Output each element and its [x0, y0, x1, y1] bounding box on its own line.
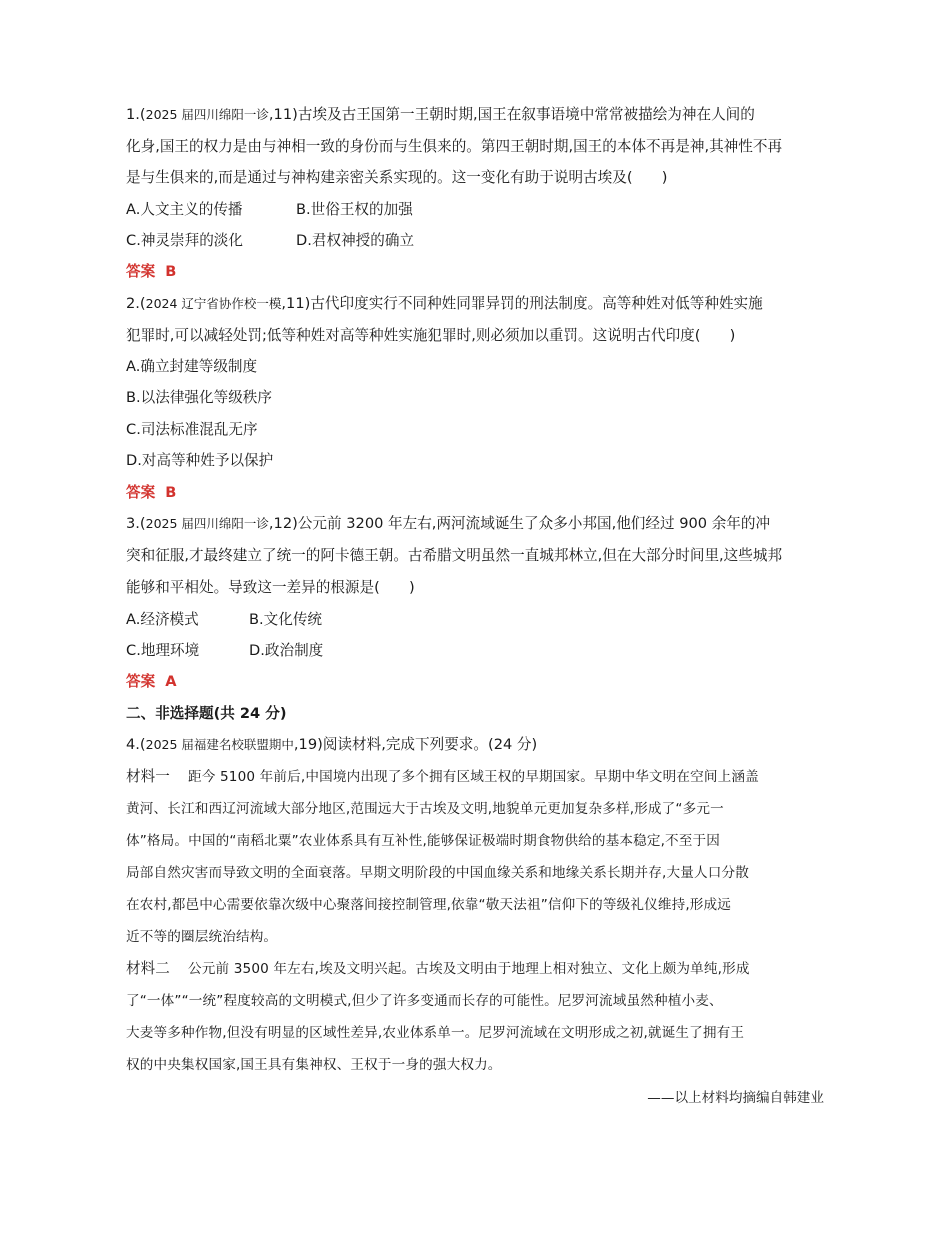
- q1-options-row-1: [126, 200, 413, 220]
- material-2-line-2: 了“一体”“一统”程度较高的文明模式,但少了许多变通而长存的可能性。尼罗河流域虽然种植小麦、: [126, 993, 723, 1009]
- q3-line-1: 3.(2025 届四川绵阳一诊,12)公元前 3200 年左右,两河流域诞生了众多小邦国,他们经过 900 余年的冲: [126, 515, 771, 532]
- q3-options-row-2: [126, 641, 324, 661]
- q4-source: 2025 届福建名校联盟期中: [145, 737, 294, 752]
- q4-line-1: 4.(2025 届福建名校联盟期中,19)阅读材料,完成下列要求。(24 分): [126, 736, 538, 753]
- q2-line-2: 犯罪时,可以减轻处罚;低等种姓对高等种姓实施犯罪时,则必须加以重罚。这说明古代印度( ): [126, 327, 736, 344]
- q1-option-d: D.君权神授的确立: [296, 232, 415, 249]
- q3-line-2: 突和征服,才最终建立了统一的阿卡德王朝。古希腊文明虽然一直城邦林立,但在大部分时间里,这些城邦: [126, 547, 783, 564]
- q1-option-c: C.神灵崇拜的淡化: [126, 232, 243, 249]
- q3-options-row-1: [126, 610, 323, 630]
- q1-option-b: B.世俗王权的加强: [296, 201, 413, 218]
- material-credit: ——以上材料均摘编自韩建业: [647, 1090, 824, 1106]
- q2-option-c: C.司法标准混乱无序: [126, 421, 258, 438]
- q3-line-3: 能够和平相处。导致这一差异的根源是( ): [126, 579, 415, 596]
- q3-option-d: D.政治制度: [249, 642, 324, 659]
- q2-answer: 答案 B: [126, 484, 177, 501]
- q2-option-a: A.确立封建等级制度: [126, 358, 258, 375]
- material-2-line-1: 材料二 公元前 3500 年左右,埃及文明兴起。古埃及文明由于地理上相对独立、文化上颇为单纯,形成: [126, 960, 750, 977]
- material-2-line-4: 权的中央集权国家,国王具有集神权、王权于一身的强大权力。: [126, 1057, 502, 1073]
- material-2-label: 材料二: [126, 960, 170, 977]
- q2-source: 2024 辽宁省协作校一模: [145, 296, 282, 311]
- material-1-line-2: 黄河、长江和西辽河流域大部分地区,范围远大于古埃及文明,地貌单元更加复杂多样,形成了“多元一: [126, 801, 724, 817]
- material-1-line-4: 局部自然灾害而导致文明的全面衰落。早期文明阶段的中国血缘关系和地缘关系长期并存,大量人口分散: [126, 865, 749, 881]
- material-2-line-3: 大麦等多种作物,但没有明显的区域性差异,农业体系单一。尼罗河流域在文明形成之初,就诞生了拥有王: [126, 1025, 745, 1041]
- section-heading: 二、非选择题(共 24 分): [126, 705, 287, 722]
- material-1-line-6: 近不等的圈层统治结构。: [126, 929, 278, 945]
- material-1-line-1: 材料一 距今 5100 年前后,中国境内出现了多个拥有区域王权的早期国家。早期中华文明在空间上涵盖: [126, 768, 759, 785]
- q1-option-a: A.人文主义的传播: [126, 201, 243, 218]
- q3-option-a: A.经济模式: [126, 611, 199, 628]
- material-1-line-3: 体”格局。中国的“南稻北粟”农业体系具有互补性,能够保证极端时期食物供给的基本稳定,不至于因: [126, 833, 721, 849]
- q1-options-row-2: [126, 231, 415, 251]
- q1-line-3: 是与生俱来的,而是通过与神构建亲密关系实现的。这一变化有助于说明古埃及( ): [126, 169, 668, 186]
- material-1-line-5: 在农村,都邑中心需要依靠次级中心聚落间接控制管理,依靠“敬天法祖”信仰下的等级礼仪维持,形成远: [126, 897, 732, 913]
- q1-line-2: 化身,国王的权力是由与神相一致的身份而与生俱来的。第四王朝时期,国王的本体不再是神,其神性不再: [126, 138, 783, 155]
- q2-option-d: D.对高等种姓予以保护: [126, 452, 274, 469]
- q3-option-b: B.文化传统: [249, 611, 323, 628]
- q2-option-b: B.以法律强化等级秩序: [126, 389, 272, 406]
- q3-answer: 答案 A: [126, 673, 177, 690]
- q3-option-c: C.地理环境: [126, 642, 200, 659]
- q3-source: 2025 届四川绵阳一诊: [145, 516, 269, 531]
- q2-line-1: 2.(2024 辽宁省协作校一模,11)古代印度实行不同种姓同罪异罚的刑法制度。高等种姓对低等种姓实施: [126, 295, 763, 312]
- q1-answer: 答案 B: [126, 263, 177, 280]
- q1-line-1: 1.(2025 届四川绵阳一诊,11)古埃及古王国第一王朝时期,国王在叙事语境中常常被描绘为神在人间的: [126, 106, 755, 123]
- material-1-label: 材料一: [126, 768, 170, 785]
- q1-source: 2025 届四川绵阳一诊: [145, 107, 269, 122]
